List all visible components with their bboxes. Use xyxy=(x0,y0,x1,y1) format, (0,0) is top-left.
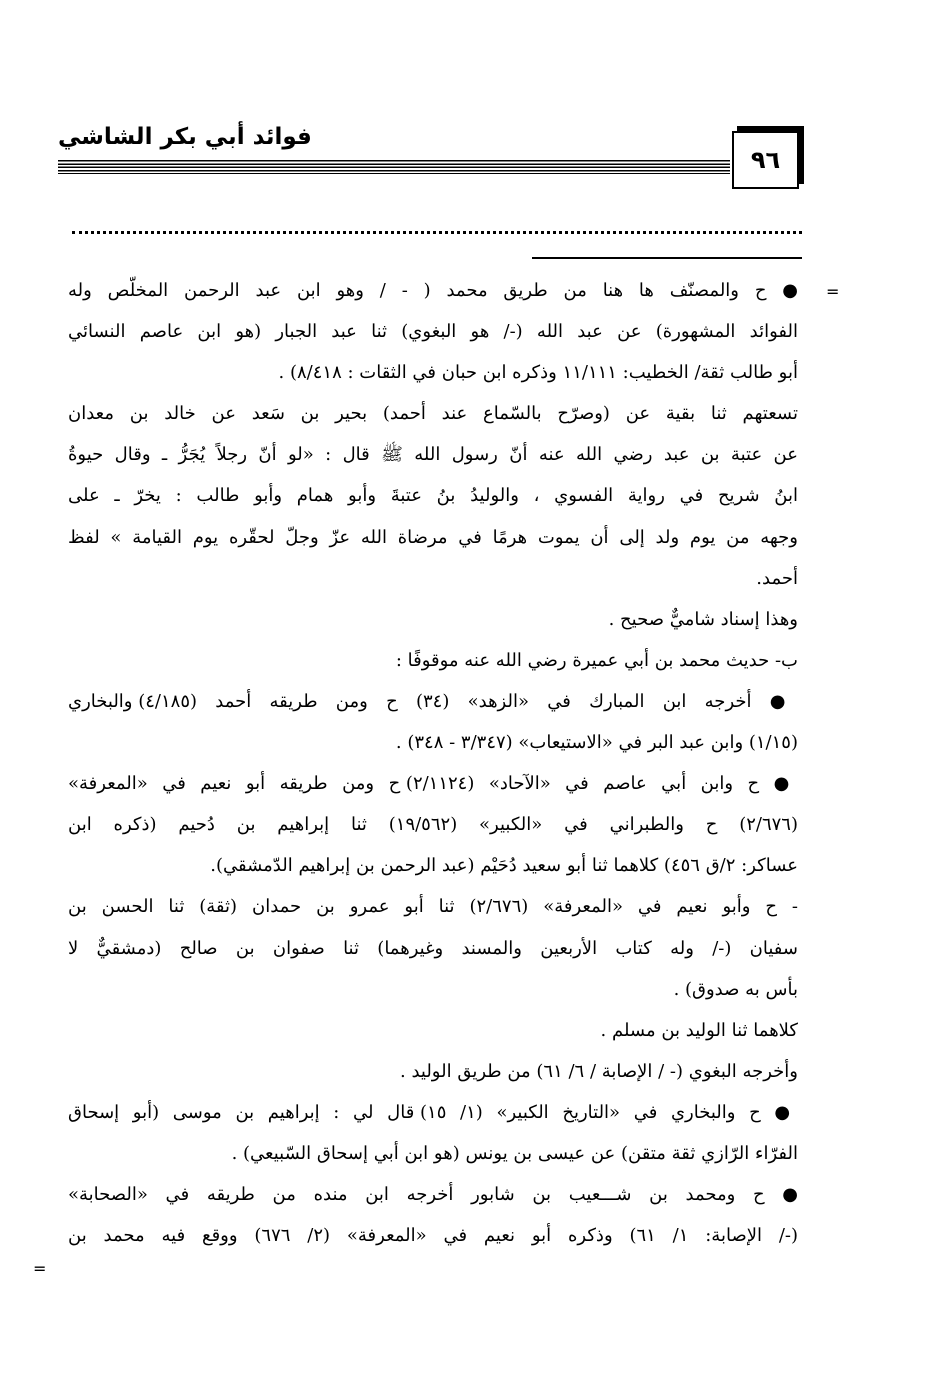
header-rule xyxy=(58,160,730,174)
footnote-body xyxy=(68,270,798,1256)
text-line: (٢/٦٧٦) ح والطبراني في «الكبير» (١٩/٥٦٢) ثنا إبراهيم بن دُحيم (ذكره ابن xyxy=(68,814,798,836)
text-line: عساكر: ٢/ق ٤٥٦) كلاهما ثنا أبو سعيد دُحَيْم (عبد الرحمن بن إبراهيم الدّمشقي). xyxy=(210,855,798,877)
text-line: ● ح والبخاري في «التاريخ الكبير» (١/ ١٥) قال لي : إبراهيم بن موسى (أبو إسحاق xyxy=(68,1101,798,1123)
text-line: أحمد. xyxy=(756,567,798,589)
footnote-separator xyxy=(532,257,802,259)
text-line: (-/ الإصابة: ١/ ٦١) وذكره أبو نعيم في «المعرفة» (٢/ ٦٧٦) ووقع فيه محمد بن xyxy=(68,1225,798,1247)
text-line: بأس به صدوق) . xyxy=(673,978,798,1000)
text-line: سفيان (-/ وله كتاب الأربعين والمسند وغيرهما) ثنا صفوان بن صالح (دمشقيٌّ لا xyxy=(68,937,798,959)
text-line: ● ح والمصنّف ها هنا من طريق محمد ( - / وهو ابن عبد الرحمن المخلّص وله xyxy=(68,280,798,301)
text-line: ب- حديث محمد بن أبي عميرة رضي الله عنه موقوفًا : xyxy=(395,649,798,671)
text-line: الفوائد المشهورة) عن عبد الله (-/ هو البغوي) ثنا عبد الجبار (هو ابن عاصم النسائي xyxy=(68,321,798,343)
text-line: وجهه من يوم ولد إلى أن يموت هرمًا في مرضاة الله عزّ وجلّ لحقّره يوم القيامة » لفظ xyxy=(68,526,798,548)
text-line: أبو طالب ثقة/ الخطيب: ١١/١١١ وذكره ابن حبان في الثقات : ٨/٤١٨) . xyxy=(278,362,798,384)
text-line: (١/١٥) وابن عبد البر في «الاستيعاب» (٣/٣٤٧ - ٣٤٨) . xyxy=(395,732,798,754)
text-line: الفرّاء الرّازي ثقة متقن) عن عيسى بن يونس (هو ابن أبي إسحاق السّبيعي) . xyxy=(231,1142,798,1164)
margin-mark-top: = xyxy=(826,282,840,301)
page-title: فوائد أبي بكر الشاشي xyxy=(58,124,312,150)
text-line: ● ح وابن أبي عاصم في «الآحاد» (٢/١١٢٤) ح ومن طريقه أبو نعيم في «المعرفة» xyxy=(68,773,798,795)
text-line: ابنُ شريح في رواية الفسوي ، والوليدُ بنُ عتبةَ وأبو همام وأبو طالب : يخرّ ـ على xyxy=(68,485,798,507)
dotted-divider xyxy=(72,231,802,234)
text-line: - ح وأبو نعيم في «المعرفة» (٢/٦٧٦) ثنا أبو عمرو بن حمدان (ثقة) ثنا الحسن بن xyxy=(68,896,798,918)
text-line: ● أخرجه ابن المبارك في «الزهد» (٣٤) ح ومن طريقه أحمد (٤/١٨٥) والبخاري xyxy=(68,690,798,712)
margin-mark-bottom: = xyxy=(33,1259,47,1278)
text-line: عن عتبة بن عبد رضي الله عنه أنّ رسول الله ﷺ قال : «لو أنّ رجلاً يُجَرُّ ـ وقال حيوةُ xyxy=(68,444,798,466)
page-number: ٩٦ xyxy=(732,131,799,189)
text-line: كلاهما ثنا الوليد بن مسلم . xyxy=(600,1019,798,1041)
text-line: ● ح ومحمد بن شـــعيب بن شابور أخرجه ابن منده من طريقه في «الصحابة» xyxy=(68,1184,798,1206)
text-line: وهذا إسناد شاميٌّ صحيح . xyxy=(608,608,798,630)
text-line: تسعتهم ثنا بقية عن (وصرّح بالسّماع عند أحمد) بحير بن سَعد عن خالد بن معدان xyxy=(68,403,798,425)
text-line: وأخرجه البغوي (- / الإصابة / ٦/ ٦١) من طريق الوليد . xyxy=(400,1060,798,1082)
